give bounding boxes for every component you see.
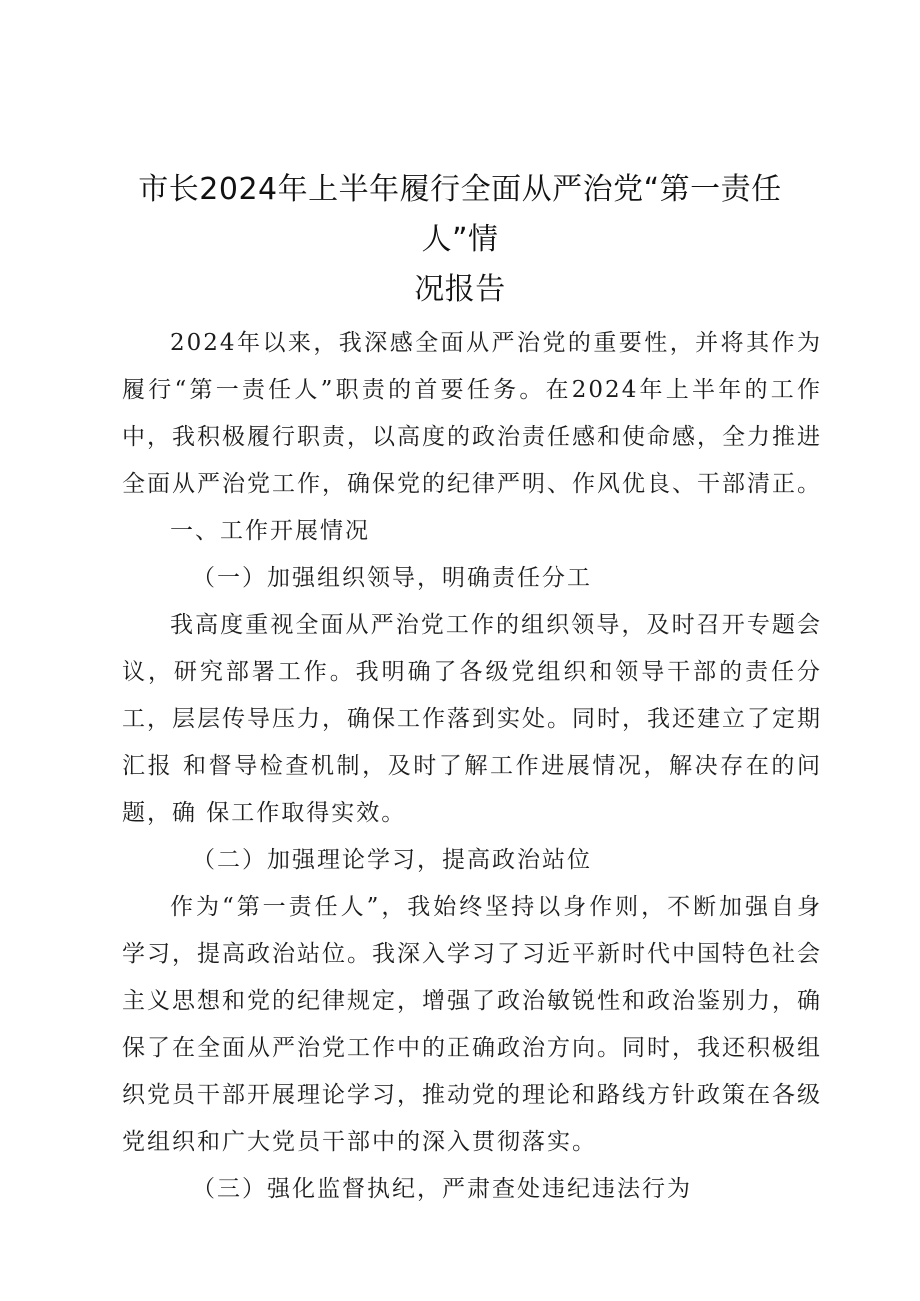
subsection-3-heading: （三）强化监督执纪，严肃查处违纪违法行为 (192, 1176, 692, 1202)
document-body (122, 320, 822, 1213)
title-line-1: 市长2024年上半年履行全面从严治党“第一责任人”情 (138, 172, 782, 257)
subsection-2-paragraph: 作为“第一责任人”，我始终坚持以身作则，不断加强自身 学习，提高政治站位。我深入学习了习近平新时代中国特色社会 主义思想和党的纪律规定，增强了政治敏锐性和政治鉴别力，确 保了在全面从严治党工作中的正确政治方向。同时，我还积极组 织党员干部开展理论学习，推动党的理论和路线方针政策在各级 党组织和广大党员干部中的深入贯彻落实。 (122, 894, 822, 1155)
subsection-1-heading: （一）加强组织领导，明确责任分工 (192, 565, 592, 591)
subsection-1-paragraph: 我高度重视全面从严治党工作的组织领导，及时召开专题会 议，研究部署工作。我明确了各级党组织和领导干部的责任分工，层层传导压力，确保工作落到实处。同时，我还建立了定期汇报 和督导检查机制，及时了解工作进展情况，解决存在的问题，确 保工作取得实效。 (122, 612, 822, 826)
subsection-2-heading: （二）加强理论学习，提高政治站位 (192, 847, 592, 873)
intro-paragraph: 2024年以来，我深感全面从严治党的重要性，并将其作为 履行“第一责任人”职责的首要任务。在2024年上半年的工作 中，我积极履行职责，以高度的政治责任感和使命感，全力推进 全面从严治党工作，确保党的纪律严明、作风优良、干部清正。 (122, 330, 822, 497)
document-title (120, 165, 800, 315)
title-line-2: 况报告 (414, 272, 506, 307)
section-1-heading: 一、工作开展情况 (170, 518, 370, 544)
